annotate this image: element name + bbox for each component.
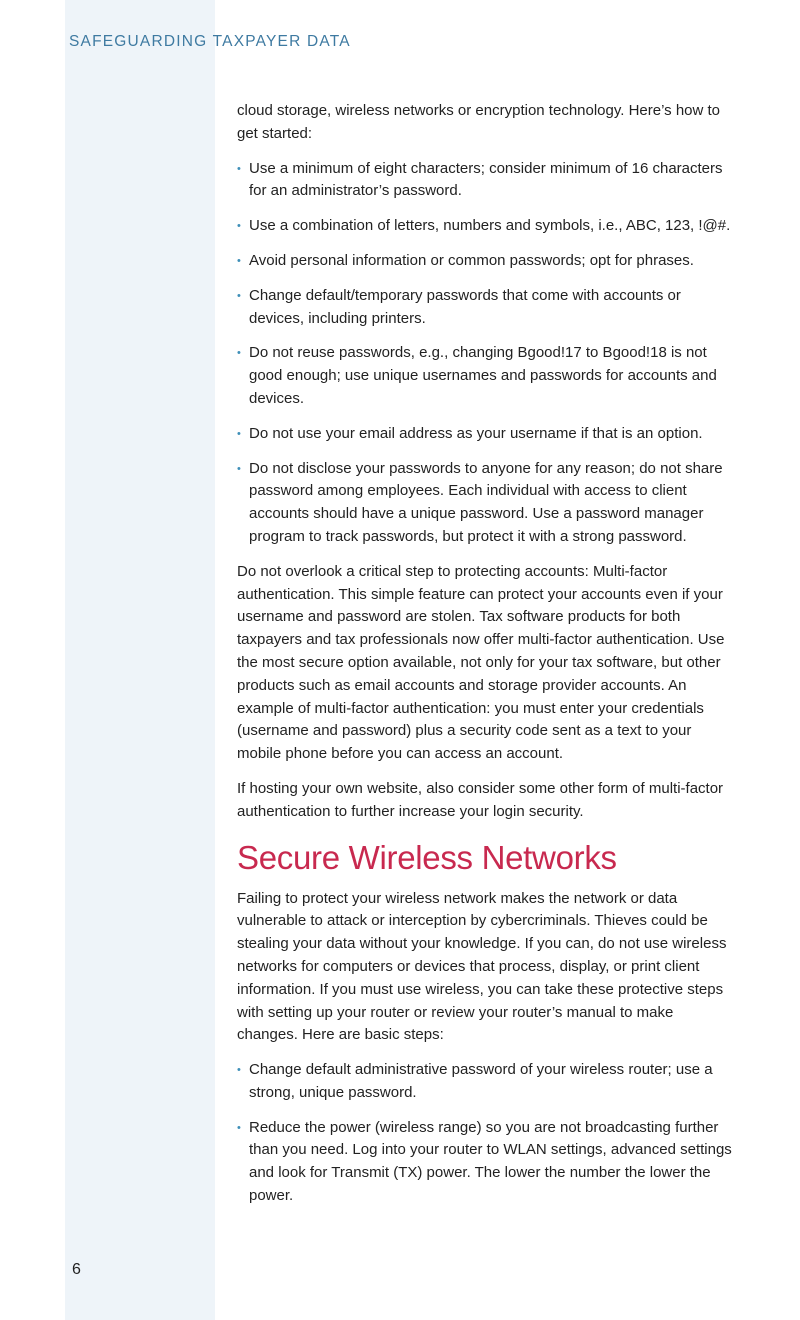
bullet-icon: • — [237, 162, 241, 175]
list-item-text: Do not disclose your passwords to anyone for any reason; do not share password among employees. Each individual with access to client accounts should have a unique password. Use a password manager program to track passwords, but protect it with a strong password. — [249, 459, 723, 545]
password-tips-list — [237, 158, 734, 549]
list-item-text: Change default administrative password of your wireless router; use a strong, unique password. — [249, 1061, 713, 1101]
bullet-icon: • — [237, 427, 241, 440]
list-item — [237, 1059, 734, 1105]
section-heading: Secure Wireless Networks — [237, 838, 617, 876]
list-item-text: Do not use your email address as your username if that is an option. — [249, 424, 703, 442]
list-item-text: Avoid personal information or common passwords; opt for phrases. — [249, 251, 694, 269]
list-item-text: Use a minimum of eight characters; consider minimum of 16 characters for an administrator’s password. — [249, 159, 723, 200]
list-item — [237, 342, 734, 410]
list-item — [237, 1117, 734, 1208]
bullet-icon: • — [237, 1121, 241, 1134]
page-number: 6 — [72, 1261, 81, 1278]
bullet-icon: • — [237, 254, 241, 267]
bullet-icon: • — [237, 220, 241, 233]
left-sidebar-band — [65, 0, 215, 1320]
mfa-paragraph: Do not overlook a critical step to protecting accounts: Multi-factor authentication. This simple feature can protect your accounts even if your username and password are stolen. Tax software products for both taxpayers and tax professionals now offer multi-factor authentication. Use the most secure option available, not only for your tax software, but other products such as email accounts and storage provider accounts. An example of multi-factor authentication: you must enter your credentials (username and password) plus a security code sent as a text to your mobile phone before you can access an account. — [237, 562, 725, 763]
bullet-icon: • — [237, 347, 241, 360]
list-item — [237, 423, 734, 446]
bullet-icon: • — [237, 462, 241, 475]
list-item — [237, 285, 734, 331]
list-item-text: Use a combination of letters, numbers and symbols, i.e., ABC, 123, !@#. — [249, 217, 731, 235]
list-item — [237, 458, 734, 549]
wireless-paragraph: Failing to protect your wireless network makes the network or data vulnerable to attack or interception by cybercriminals. Thieves could be stealing your data without your knowledge. If you can, do not use wireless networks for computers or devices that process, display, or print client information. If you must use wireless, you can take these protective steps with setting up your router or review your router’s manual to make changes. Here are basic steps: — [237, 889, 727, 1044]
website-paragraph: If hosting your own website, also consider some other form of multi-factor authentication to further increase your login security. — [237, 779, 724, 820]
running-header: SAFEGUARDING TAXPAYER DATA — [69, 33, 351, 50]
list-item-text: Change default/temporary passwords that come with accounts or devices, including printers. — [249, 286, 681, 327]
bullet-icon: • — [237, 1064, 241, 1077]
main-content — [237, 100, 734, 1220]
bullet-icon: • — [237, 289, 241, 302]
list-item — [237, 215, 734, 238]
list-item — [237, 250, 734, 273]
wireless-steps-list — [237, 1059, 734, 1208]
list-item-text: Reduce the power (wireless range) so you are not broadcasting further than you need. Log into your router to WLAN settings, advanced settings and look for Transmit (TX) power. The lower the number the lower the power. — [249, 1118, 732, 1205]
list-item-text: Do not reuse passwords, e.g., changing Bgood!17 to Bgood!18 is not good enough; use unique usernames and passwords for accounts and devices. — [249, 344, 717, 407]
intro-paragraph: cloud storage, wireless networks or encryption technology. Here’s how to get started: — [237, 102, 721, 142]
list-item — [237, 158, 734, 204]
